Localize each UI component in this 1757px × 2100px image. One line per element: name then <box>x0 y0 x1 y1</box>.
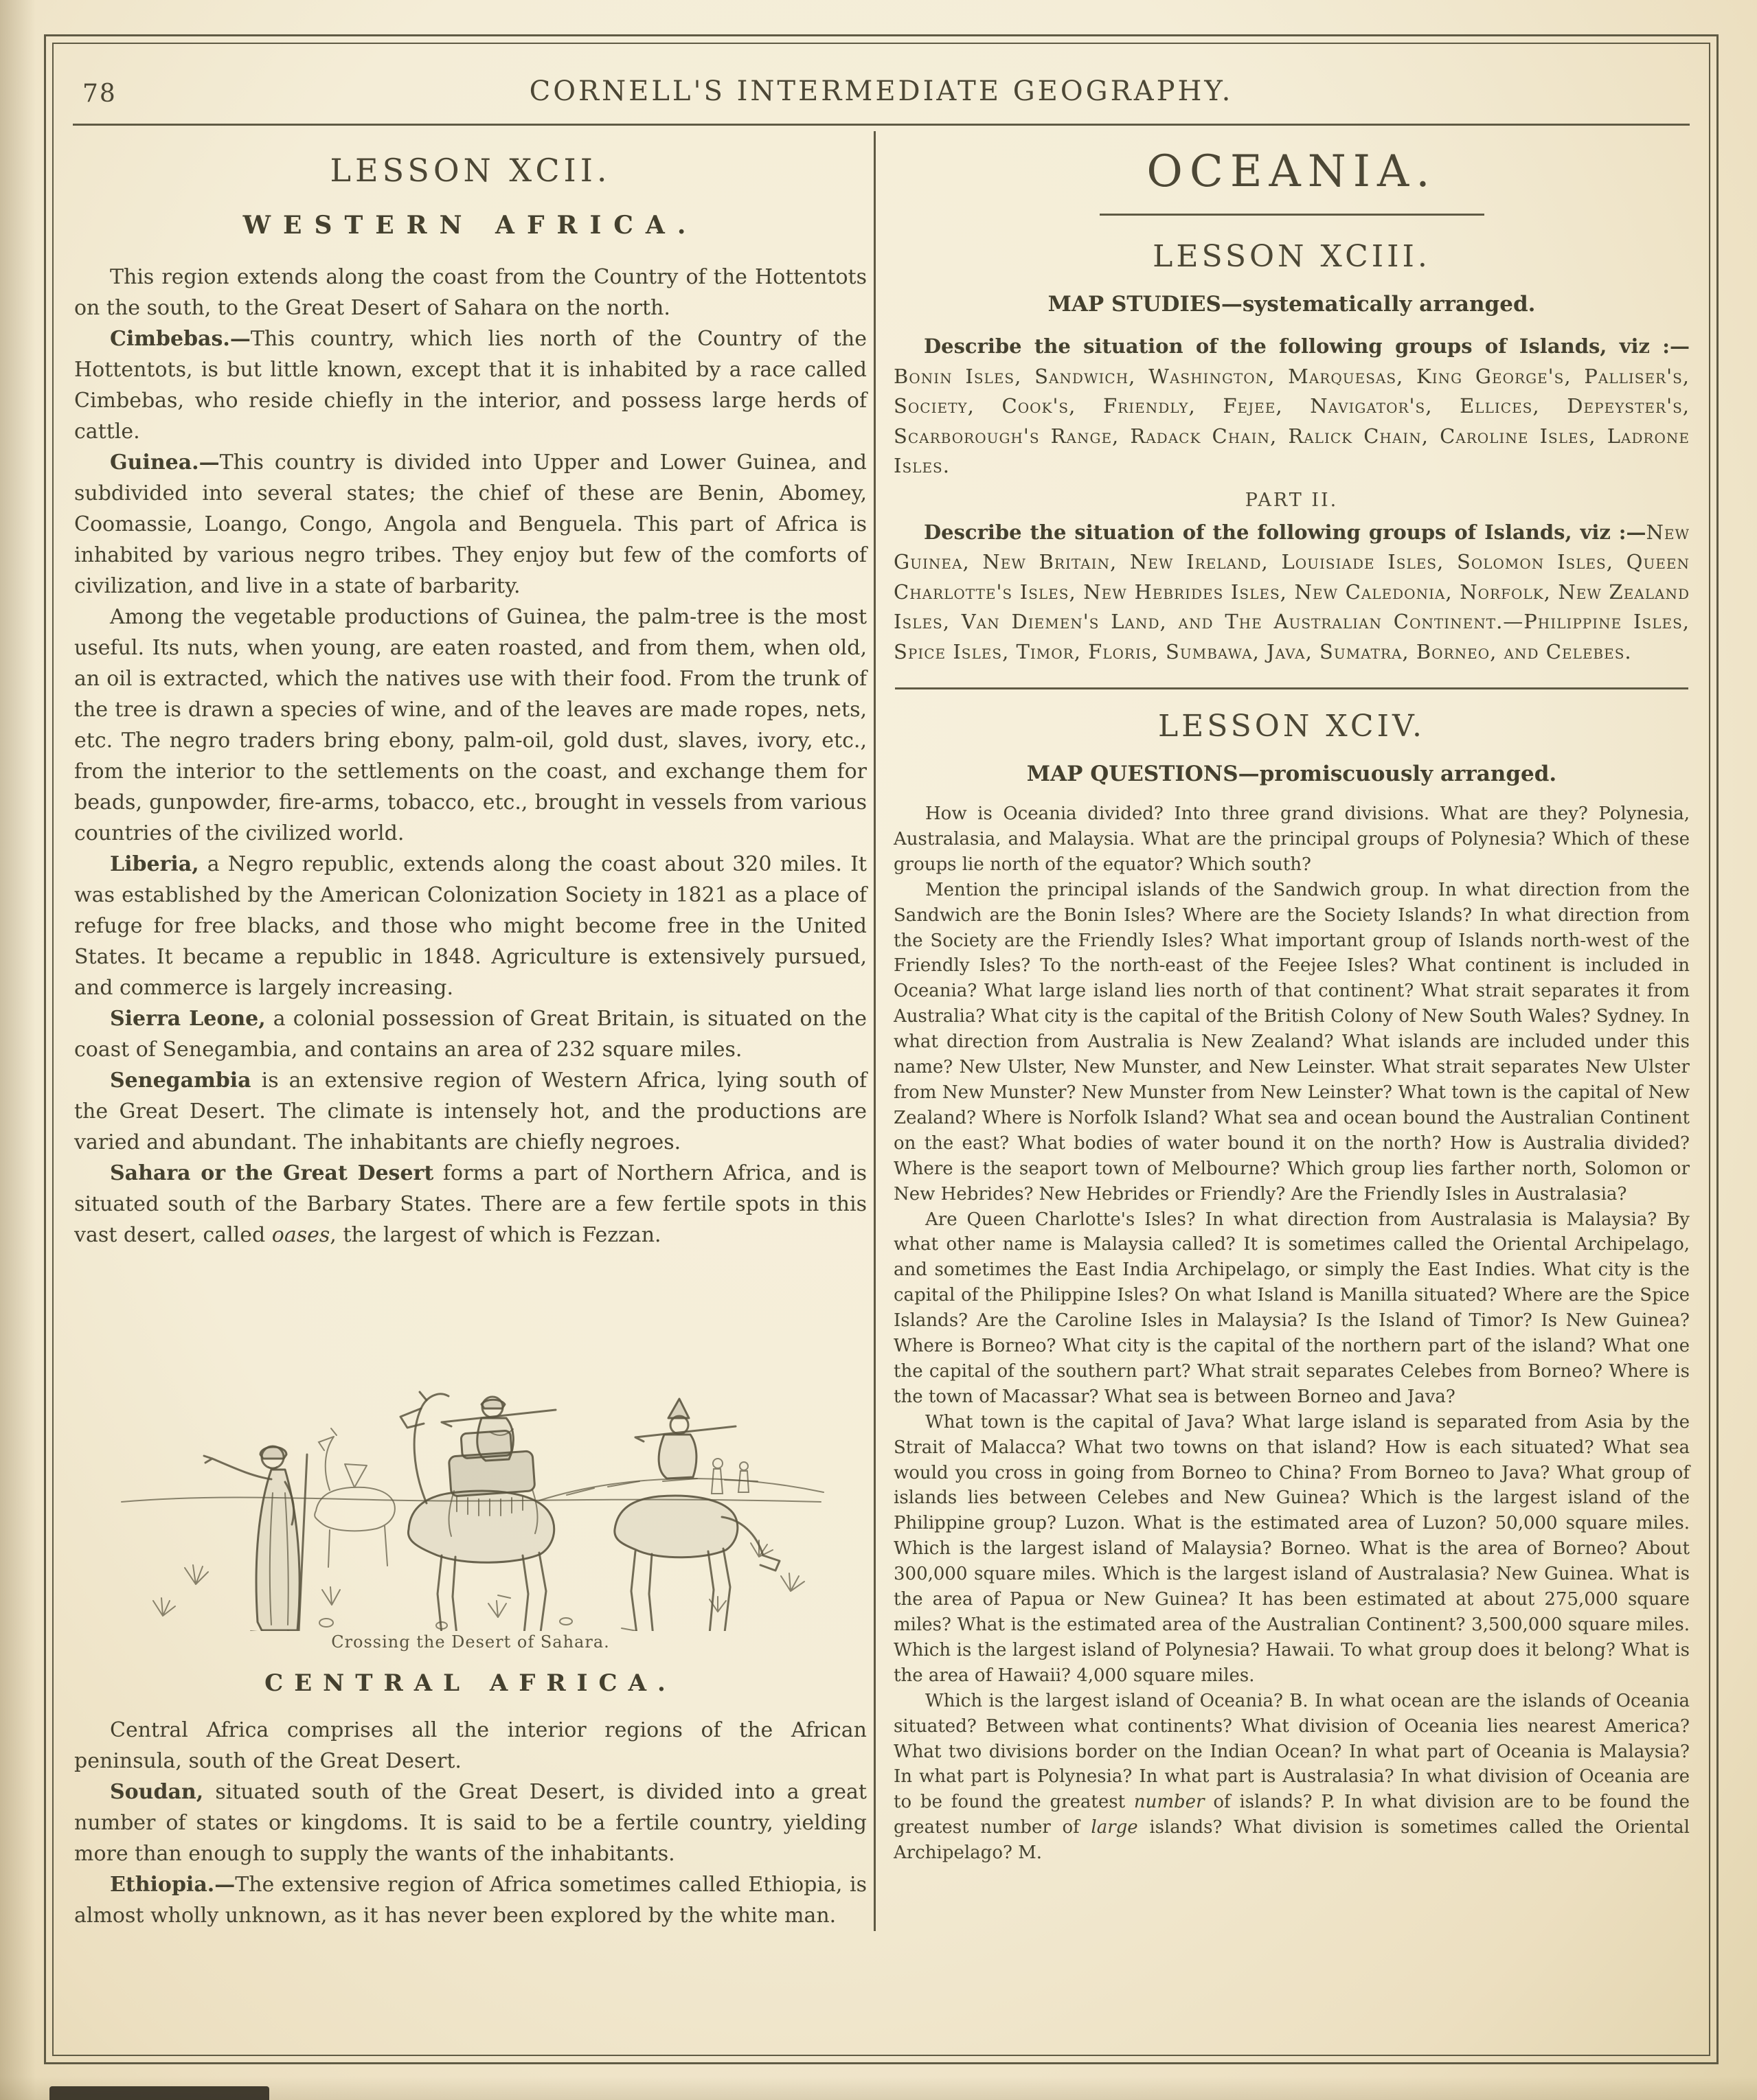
central-africa-heading: CENTRAL AFRICA. <box>264 1669 677 1697</box>
page-header <box>71 55 1691 124</box>
illustration-caption: Crossing the Desert of Sahara. <box>331 1632 610 1652</box>
paragraph-ethiopia: Ethiopia.—The extensive region of Africa sometimes called Ethiopia, is almost wholly unknown, as it has never been explored by the white man. <box>74 1873 867 1928</box>
question-paragraph-malaysia: Are Queen Charlotte's Isles? In what direction from Australasia is Malaysia? By what other name is Malaysia called? It is sometimes called the Oriental Archipelago, and sometimes the East India Archipelago, or simply the East Indies. What city is the capital of the Philippine Isles? On what Island is Manilla situated? Where are the Spice Islands? Are the Caroline Isles in Malaysia? Is the Island of Timor? Is New Guinea? Where is Borneo? What city is the capital of the northern part of the island? What one the capital of the southern part? What strait separates Celebes from Borneo? Where is the town of Macassar? What sea is between Borneo and Java? <box>894 1209 1690 1407</box>
page-number: 78 <box>82 80 117 108</box>
map-studies-part2-paragraph: Describe the situation of the following groups of Islands, viz :—New Guinea, New Britain, New Ireland, Louisiade Isles, Solomon Isles, Queen Charlotte's Isles, New Hebrides Isles, New Caledonia, Norfolk, New Zealand Isles, Van Diemen's Land, and The Australian Continent.—Philippine Isles, Spice Isles, Timor, Floris, Sumbawa, Java, Sumatra, Borneo, and Celebes. <box>894 520 1690 663</box>
map-studies-part1-paragraph: Describe the situation of the following groups of Islands, viz :—Bonin Isles, Sandwich, Washington, Marquesas, King George's, Palliser's, Society, Cook's, Friendly, Fejee, Navigator's, Ellices, Depeyster's, Scarborough's Range, Radack Chain, Ralick Chain, Caroline Isles, Ladrone Isles. <box>894 334 1690 477</box>
paragraph-central-africa: Central Africa comprises all the interior regions of the African peninsula, south of the Great Desert. <box>74 1718 867 1773</box>
western-africa-heading: WESTERN AFRICA. <box>242 211 699 240</box>
lesson-xciv-heading: LESSON XCIV. <box>1157 709 1426 744</box>
part-ii-label: PART II. <box>1245 489 1339 511</box>
paragraph-sierra-leone: Sierra Leone, a colonial possession of Great Britain, is situated on the coast of Senegambia, and contains an area of 232 square miles. <box>74 1007 867 1062</box>
header-rule <box>73 124 1690 126</box>
left-column <box>71 131 874 1931</box>
paragraph-palm-tree: Among the vegetable productions of Guinea, the palm-tree is the most useful. Its nuts, when young, are eaten roasted, and from them, when old, an oil is extracted, which the natives use with their food. From the trunk of the tree is drawn a species of wine, and of the leaves are made ropes, nets, etc. The negro traders bring ebony, palm-oil, gold dust, slaves, ivory, etc., from the interior to the settlements on the coast, and exchange them for beads, gunpowder, fire-arms, tobacco, etc., brought in vessels from various countries of the civilized world. <box>74 605 867 845</box>
running-title: CORNELL'S INTERMEDIATE GEOGRAPHY. <box>529 76 1234 107</box>
paragraph-sahara: Sahara or the Great Desert forms a part of Northern Africa, and is situated south of the Barbary States. There are a few fertile spots in this vast desert, called oases, the largest of which is Fezzan. <box>74 1161 868 1247</box>
caravan-engraving-svg <box>113 1274 828 1631</box>
lesson-xcii-heading: LESSON XCII. <box>330 152 611 189</box>
map-studies-label: MAP STUDIES <box>1047 292 1221 317</box>
paragraph-cimbebas: Cimbebas.—This country, which lies north of the Country of the Hottentots, is but little known, except that it is inhabited by a race called Cimbebas, who reside chiefly in the interior, and possess large herds of cattle. <box>74 327 867 444</box>
question-paragraph-areas: What town is the capital of Java? What large island is separated from Asia by the Strait of Malacca? What two towns on that island? How is each situated? What sea would you cross in going from Borneo to China? From Borneo to Java? What group of islands lies between Celebes and New Guinea? Which is the largest island of the Philippine group? Luzon. What is the estimated area of Luzon? 50,000 square miles. Which is the largest island of Malaysia? Borneo. What is the area of Borneo? About 300,000 square miles. Which is the largest island of Australasia? New Guinea. What is the area of Papua or New Guinea? It has been estimated at about 275,000 square miles? What is the estimated area of the Australian Continent? 3,500,000 square miles. Which is the largest island of Polynesia? Hawaii. To what group does it belong? What is the area of Hawaii? 4,000 square miles. <box>894 1411 1690 1686</box>
question-paragraph-polynesia-australasia: Mention the principal islands of the Sandwich group. In what direction from the Sandwich are the Bonin Isles? Where are the Society Islands? In what direction from the Society are the Friendly Isles? What important group of Islands north-west of the Friendly Isles? To the north-east of the Feejee Isles? What continent is included in Oceania? What large island lies north of that continent? What strait separates it from Australia? What city is the capital of the British Colony of New South Wales? Sydney. In what direction from Australia is New Zealand? What islands are included under this name? New Ulster, New Munster, and New Leinster. What strait separates New Ulster from New Munster? New Munster from New Leinster? What town is the capital of New Zealand? Where is Norfolk Island? What sea and ocean bound the Australian Continent on the east? What bodies of water bound it on the north? How is Australia divided? Where is the seaport town of Melbourne? Which group lies farther north, Solomon or New Hebrides? New Hebrides or Friendly? Are the Friendly Isles in Australasia? <box>894 879 1690 1205</box>
oceania-heading: OCEANIA. <box>1146 146 1437 197</box>
paragraph-soudan: Soudan, situated south of the Great Desert, is divided into a great number of states or kingdoms. It is said to be a fertile country, yielding more than enough to supply the wants of the inhabitants. <box>74 1780 867 1866</box>
paragraph-senegambia: Senegambia is an extensive region of Western Africa, lying south of the Great Desert. The climate is intensely hot, and the productions are varied and abundant. The inhabitants are chiefly negroes. <box>74 1069 867 1154</box>
map-questions-subheading <box>894 762 1690 786</box>
page-border-outer <box>44 34 1719 2064</box>
paragraph-guinea: Guinea.—This country is divided into Upper and Lower Guinea, and subdivided into several states; the chief of these are Benin, Abomey, Coomassie, Loango, Congo, Angola and Benguela. This part of Africa is inhabited by various negro tribes. They enjoy but few of the comforts of civilization, and live in a state of barbarity. <box>74 450 867 598</box>
section-divider-rule <box>895 687 1688 689</box>
right-column <box>876 131 1691 1931</box>
map-studies-subheading <box>894 292 1690 317</box>
lesson-xciii-heading: LESSON XCIII. <box>1153 239 1431 274</box>
two-column-layout <box>71 131 1691 1931</box>
page-border-inner <box>52 43 1710 2056</box>
paragraph-region: This region extends along the coast from the Country of the Hottentots on the south, to the Great Desert of Sahara on the north. <box>74 265 867 320</box>
caravan-illustration <box>113 1274 828 1631</box>
map-studies-qualifier: —systematically arranged. <box>1221 292 1536 317</box>
oceania-rule <box>1100 214 1484 216</box>
map-questions-label: MAP QUESTIONS <box>1026 762 1238 786</box>
map-questions-qualifier: —promiscuously arranged. <box>1238 762 1557 786</box>
paragraph-liberia: Liberia, a Negro republic, extends along the coast about 320 miles. It was established by the American Colonization Society in 1821 as a place of refuge for free blacks, and those who might become free in the United States. It became a republic in 1848. Agriculture is extensively pursued, and commerce is largely increasing. <box>74 852 867 1000</box>
question-paragraph-divisions: How is Oceania divided? Into three grand divisions. What are they? Polynesia, Australasia, and Malaysia. What are the principal groups of Polynesia? Which of these groups lie north of the equator? Which south? <box>894 803 1690 875</box>
question-paragraph-summary: Which is the largest island of Oceania? B. In what ocean are the islands of Oceania situated? Between what continents? What division of Oceania lies nearest America? What two divisions border on the Indian Ocean? In what part of Oceania is Malaysia? In what part is Polynesia? In what part is Australasia? In what division of Oceania are to be found the greatest number of islands? P. In what division are to be found the greatest number of large islands? What division is sometimes called the Oriental Archipelago? M. <box>894 1690 1690 1864</box>
scan-edge-smudge <box>49 2086 269 2100</box>
